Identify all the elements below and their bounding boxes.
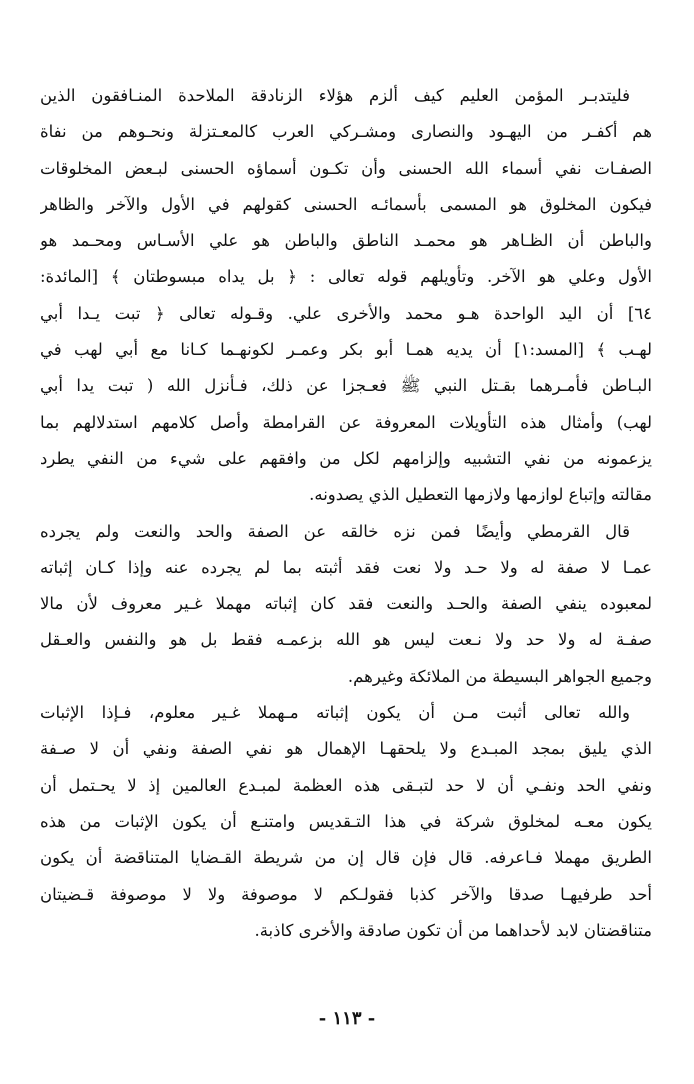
text-line: لمعبوده ينفي الصفة والحـد والنعت فقد كان إثباته مهملا غـير معروف لأن مالا	[40, 594, 652, 614]
text-line: مقالته وإتباع لوازمها ولازمها التعطيل الذي يصدونه.	[309, 485, 652, 505]
text-line: صفـة له ولا حد ولا نـعت ليس هو الله بزعمـه فقط بل هو والنفس والعـقل	[40, 630, 652, 650]
page-body	[40, 78, 652, 949]
text-line: يكون معـه لمخلوق شركة في هذا التـقديس وامتنـع أن يكون الإثبات من هذه	[40, 811, 652, 831]
text-line: والباطن أن الظـاهر هو محمـد الناطق والباطن هو علي الأسـاس ومحـمد هو	[40, 231, 652, 251]
text-line: فيكون المخلوق هو المسمى بأسمائـه الحسنى كقولهم في الأول والآخر والظاهر	[40, 194, 652, 214]
text-line: الطريق مهملا فـاعرفه. قال فإن قال إن من شريطة القـضايا المتناقضة أن يكون	[40, 848, 652, 868]
text-line: ونفي الحد ونفـي أن لا حد لتبـقى هذه العظمة لمبـدع العالمين إذ لا يحـتمل أن	[40, 775, 652, 795]
text-line: متناقضتان لابد لأحداهما من أن تكون صادقة والأخرى كاذبة.	[254, 920, 652, 940]
text-line: لهب) وأمثال هذه التأويلات المعروفة عن القرامطة وأصل كلامهم استدلالهم بما	[40, 412, 652, 432]
page-number: - ١١٣ -	[318, 1008, 376, 1029]
text-line: وجميع الجواهر البسيطة من الملائكة وغيرهم.	[347, 666, 652, 686]
text-line: الأول وعلي هو الآخر. وتأويلهم قوله تعالى : ﴿ بل يداه مبسوطتان ﴾ [المائدة:	[40, 267, 652, 287]
text-line: الصفـات نفي أسماء الله الحسنى وأن تكـون أسماؤه الحسنى لبـعض المخلوقات	[40, 158, 652, 178]
text-line: عمـا لا صفة له ولا حـد ولا نعت فقد أثبته بما لم يجرده عنه وإذا كـان إثباته	[40, 557, 652, 577]
paragraph-2	[40, 514, 652, 695]
text-line: أحد طرفيهـا صدقا والآخر كذبا فقولـكم لا موصوفة ولا لا موصوفة قـضيتان	[40, 884, 652, 904]
text-line: لهـب ﴾ [المسد:١] أن يديه همـا أبو بكر وعمـر لكونهـما كـانا مع أبي لهب في	[40, 340, 652, 360]
text-line: والله تعالى أثبت مـن أن يكون إثباته مـهملا غـير معلوم، فـإذا الإثبات	[40, 703, 630, 723]
text-line: ٦٤] أن اليد الواحدة هـو محمد والأخرى علي. وقـوله تعالى ﴿ تبت يـدا أبي	[40, 303, 652, 323]
text-line: يزعمونه من نفي التشبيه وإلزامهم لكل من وافقهم على شيء من النفي يطرد	[40, 448, 652, 468]
text-line: قال القرمطي وأيضًا فمن نزه خالقه عن الصفة والحد والنعت ولم يجرده	[40, 521, 630, 541]
paragraph-3	[40, 695, 652, 949]
text-line: البـاطن فأمـرهما بقـتل النبي ﷺ فعـجزا عن ذلك، فـأنزل الله ( تبت يدا أبي	[40, 376, 652, 396]
text-line: هم أكفـر من اليهـود والنصارى ومشـركي العرب كالمعـتزلة ونحـوهم من نفاة	[40, 122, 652, 142]
text-line: الذي يليق بمجد المبـدع ولا يلحقهـا الإهمال هو نفي الصفة ونفي أن لا صـفة	[40, 739, 652, 759]
paragraph-1	[40, 78, 652, 514]
text-line: فليتدبـر المؤمن العليم كيف ألزم هؤلاء الزنادقة الملاحدة المنـافقون الذين	[40, 86, 630, 105]
